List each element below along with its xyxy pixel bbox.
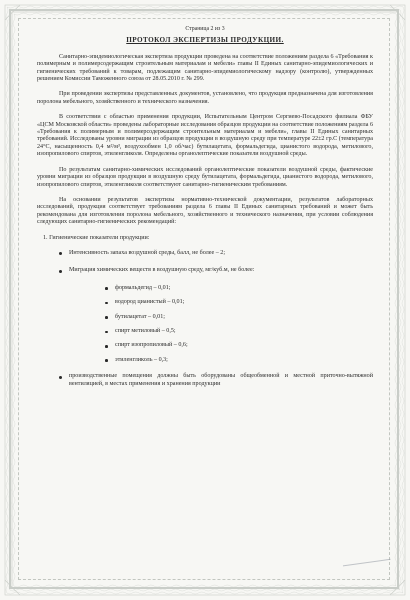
border-wave	[399, 10, 401, 590]
section-heading: 1. Гигиенические показатели продукции:	[43, 234, 150, 241]
border-wave	[7, 6, 403, 8]
page-number: Страница 2 из 3	[185, 26, 225, 32]
paragraph-3: В соответствии с областью применения продукции, Испытательным Центром Сергиево-Посадского филиала ФБУ «ЦСМ Московской области» проведены лабораторные исследования образцов продукции на соответствие положениям раздела 6 «Требования к полимерным и полимерсодержащим строительным материалам и мебели», главы II Единых санитарных требований. Исследованы уровни миграции из образцов продукции в воздушную среду при температуре 22±2 гр.С (температура 24°С, насыщенность 0,4 м²/м³, воздухообмен 1,0 об/час) бутилацетата, формальдегида, цианистого водорода, метилового, изопропилового спиртов, этиленгликоля. Определены органолептические показатели воздушной среды.	[37, 114, 373, 158]
sub-item-hydrogen-cyanide: водород цианистый – 0,01;	[105, 299, 373, 306]
sub-item-methanol: спирт метиловый – 0,5;	[105, 328, 373, 335]
document-title: ПРОТОКОЛ ЭКСПЕРТИЗЫ ПРОДУКЦИИ.	[126, 36, 284, 45]
sub-item-butyl-acetate: бутилацетат – 0,01;	[105, 314, 373, 321]
border-wave	[6, 7, 8, 593]
paragraph-1: Санитарно-эпидемиологическая экспертиза продукции проведена на соответствие положениям раздела 6 «Требования к полимерным и полимерсодержащим строительным материалам и мебели» главы II Единых санитарно-эпидемиологических и гигиенических требований к товарам, подлежащим санитарно-эпидемиологическому надзору (контролю), утвержденных решением Комиссии Таможенного союза от 28.05.2010 г. № 299.	[37, 53, 373, 83]
bullet-odor: Интенсивность запаха воздушной среды, балл, не более – 2;	[59, 250, 373, 257]
paragraph-5: На основании результатов экспертизы нормативно-технической документации, результатов лабораторных исследований, продукция соответствует требованиям раздела 6 главы II Единых санитарных требований и может быть рекомендована для изготовления поролона мебельного, хозяйственного и технического назначения, при условии соблюдения следующих санитарно-гигиенических рекомендаций:	[37, 196, 373, 226]
paragraph-2: При проведении экспертизы представленных документов, установлено, что продукция предназначена для изготовления поролона мебельного, хозяйственного и технического назначения.	[37, 91, 373, 105]
border-wave	[10, 589, 400, 591]
bullet-ventilation: производственные помещения должны быть оборудованы общеобменной и местной приточно-вытяжной вентиляцией, в местах применения и хранения продукции	[59, 373, 373, 388]
border-wave	[7, 592, 403, 594]
paragraph-4: По результатам санитарно-химических исследований органолептические показатели воздушной среды, фактические уровни миграции из образцов продукции в воздушную среду бутилацетата, формальдегида, цианистого водорода, метилового, изопропилового спиртов, этиленгликоля соответствуют санитарно-гигиеническим требованиям.	[37, 166, 373, 188]
sub-item-formaldehyde: формальдегид – 0,01;	[105, 285, 373, 292]
bullet-migration: Миграция химических веществ в воздушную среду, мг/куб.м, не более:	[59, 267, 373, 274]
document-body	[37, 26, 373, 388]
border-wave	[402, 7, 404, 593]
sub-item-ethylene-glycol: этиленгликоль – 0,3;	[105, 357, 373, 364]
sub-item-isopropanol: спирт изопропиловый – 0,6;	[105, 342, 373, 349]
